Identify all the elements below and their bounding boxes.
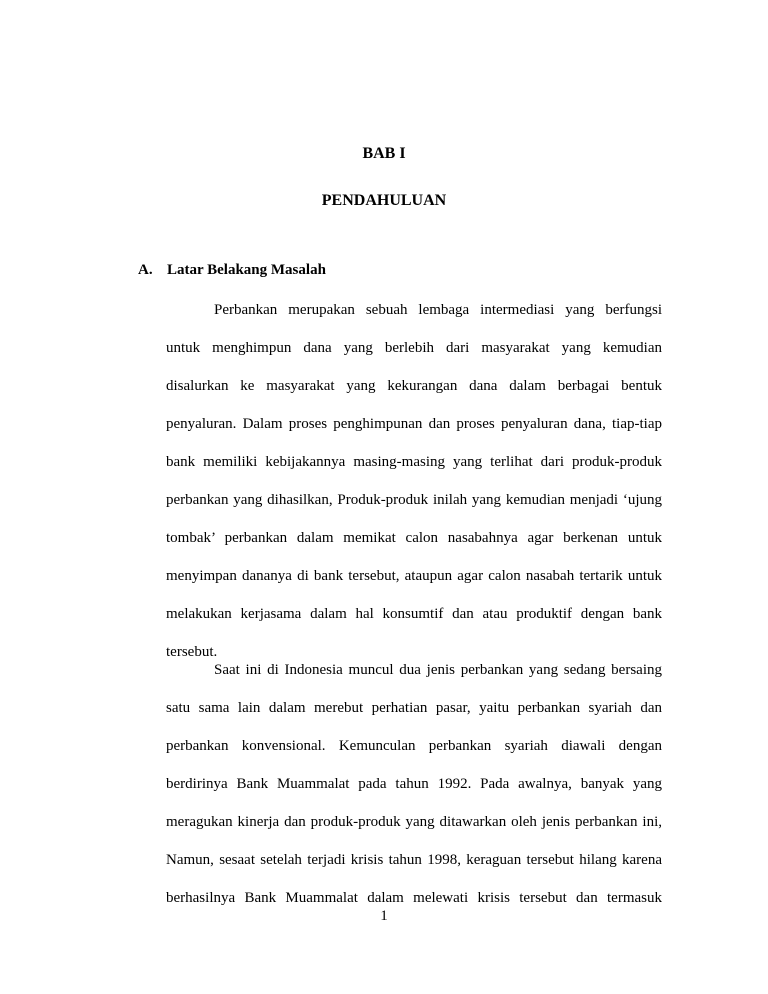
paragraph-line: perbankan yang dihasilkan, Produk-produk inilah yang kemudian menjadi ‘ujung xyxy=(166,492,662,508)
paragraph-line: Perbankan merupakan sebuah lembaga intermediasi yang berfungsi xyxy=(214,302,662,318)
paragraph-line: menyimpan dananya di bank tersebut, ataupun agar calon nasabah tertarik untuk xyxy=(166,568,662,584)
paragraph-line: berdirinya Bank Muammalat pada tahun 1992. Pada awalnya, banyak yang xyxy=(166,776,662,792)
paragraph-line: Saat ini di Indonesia muncul dua jenis perbankan yang sedang bersaing xyxy=(214,662,662,678)
page-number: 1 xyxy=(380,908,388,924)
paragraph-line: penyaluran. Dalam proses penghimpunan dan proses penyaluran dana, tiap-tiap xyxy=(166,416,662,432)
paragraph-line: berhasilnya Bank Muammalat dalam melewati krisis tersebut dan termasuk xyxy=(166,890,662,906)
paragraph-line: Namun, sesaat setelah terjadi krisis tahun 1998, keraguan tersebut hilang karena xyxy=(166,852,662,868)
chapter-title: PENDAHULUAN xyxy=(321,192,447,209)
section-title: Latar Belakang Masalah xyxy=(167,262,326,278)
paragraph-line: meragukan kinerja dan produk-produk yang ditawarkan oleh jenis perbankan ini, xyxy=(166,814,662,830)
paragraph-line: melakukan kerjasama dalam hal konsumtif dan atau produktif dengan bank xyxy=(166,606,662,622)
chapter-number: BAB I xyxy=(362,145,406,162)
paragraph-line: untuk menghimpun dana yang berlebih dari masyarakat yang kemudian xyxy=(166,340,662,356)
paragraph-line: tersebut. xyxy=(166,644,218,660)
paragraph-line: perbankan konvensional. Kemunculan perbankan syariah diawali dengan xyxy=(166,738,662,754)
paragraph-line: bank memiliki kebijakannya masing-masing yang terlihat dari produk-produk xyxy=(166,454,662,470)
paragraph-line: disalurkan ke masyarakat yang kekurangan dana dalam berbagai bentuk xyxy=(166,378,662,394)
section-number: A. xyxy=(138,262,153,278)
section-heading xyxy=(138,262,326,279)
paragraph-line: tombak’ perbankan dalam memikat calon nasabahnya agar berkenan untuk xyxy=(166,530,662,546)
paragraph-line: satu sama lain dalam merebut perhatian pasar, yaitu perbankan syariah dan xyxy=(166,700,662,716)
